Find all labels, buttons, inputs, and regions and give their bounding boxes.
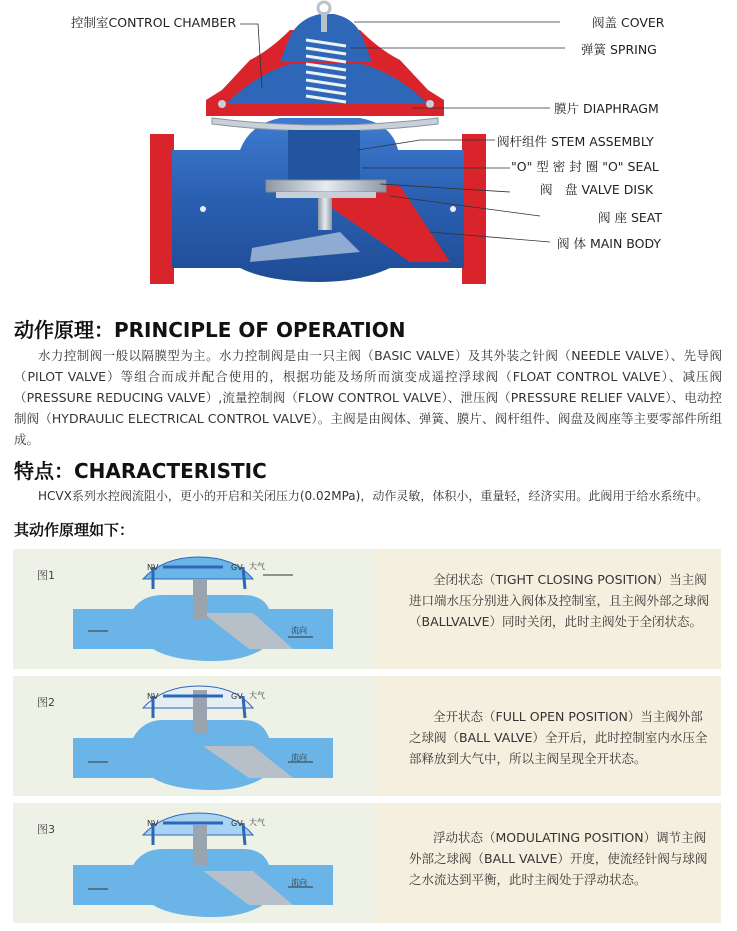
figure-3-text: 浮动状态（MODULATING POSITION）调节主阀外部之球阀（BALL VALVE）开度，使流经针阀与球阀之水流达到平衡，此时主阀处于浮动状态。 xyxy=(409,830,708,887)
figure-2-atm: 大气 xyxy=(249,691,265,700)
right-flange xyxy=(462,134,486,284)
figure-2-text: 全开状态（FULL OPEN POSITION）当主阀外部之球阀（BALL VALVE）全开后，此时控制室内水压全部释放到大气中，所以主阀呈现全开状态。 xyxy=(409,709,708,766)
figure-panel-2 xyxy=(13,676,721,796)
figure-3-flow: 流向 xyxy=(291,878,307,887)
valve-disk xyxy=(266,180,386,192)
label-control-chamber: 控制室CONTROL CHAMBER xyxy=(71,15,237,30)
principle-heading: 动作原理：PRINCIPLE OF OPERATION xyxy=(14,318,406,342)
figure-panel-3 xyxy=(13,803,721,923)
label-cover: 阀盖 COVER xyxy=(592,15,665,30)
characteristic-heading: 特点：CHARACTERISTIC xyxy=(14,459,267,483)
figure-1-gv: GV xyxy=(231,563,243,572)
left-flange xyxy=(150,134,174,284)
label-o-seal: "O" 型 密 封 圈 "O" SEAL xyxy=(511,159,659,174)
figure-3-desc xyxy=(387,803,721,923)
figure-3-atm: 大气 xyxy=(249,818,265,827)
figure-2-label: 图2 xyxy=(37,696,55,709)
operation-heading: 其动作原理如下： xyxy=(14,521,135,539)
figure-1-label: 图1 xyxy=(37,569,55,582)
figure-3-gv: GV xyxy=(231,819,243,828)
figure-1-desc xyxy=(387,549,721,669)
figure-2-flow: 流向 xyxy=(291,753,307,762)
figure-1-text: 全闭状态（TIGHT CLOSING POSITION）当主阀进口端水压分别进入阀体及控制室，且主阀外部之球阀（BALLVALVE）同时关闭，此时主阀处于全闭状态。 xyxy=(409,572,710,629)
label-seat: 阀 座 SEAT xyxy=(598,210,662,225)
label-valve-disk: 阀 盘 VALVE DISK xyxy=(540,182,654,197)
label-main-body: 阀 体 MAIN BODY xyxy=(557,236,662,251)
figure-2-nv: NV xyxy=(147,692,159,701)
figure-1-nv: NV xyxy=(147,563,159,572)
figure-1-flow: 流向 xyxy=(291,626,307,635)
label-diaphragm: 膜片 DIAPHRAGM xyxy=(554,101,659,116)
figure-panel-1 xyxy=(13,549,721,669)
figure-2-desc xyxy=(387,676,721,796)
figure-3-nv: NV xyxy=(147,819,159,828)
figure-1-image xyxy=(13,549,375,669)
figure-2-image xyxy=(13,676,375,796)
figure-3-image xyxy=(13,803,375,923)
figure-3-label: 图3 xyxy=(37,823,55,836)
stem-assembly xyxy=(288,130,360,186)
label-stem-assembly: 阀杆组件 STEM ASSEMBLY xyxy=(497,134,654,149)
characteristic-text: HCVX系列水控阀流阻小，更小的开启和关闭压力(0.02MPa)，动作灵敏，体积小，重量轻，经济实用。此阀用于给水系统中。 xyxy=(38,489,709,503)
label-spring: 弹簧 SPRING xyxy=(581,42,657,57)
figure-2-gv: GV xyxy=(231,692,243,701)
principle-text: 水力控制阀一般以隔膜型为主。水力控制阀是由一只主阀（BASIC VALVE）及其外装之针阀（NEEDLE VALVE）、先导阀（PILOT VALVE）等组合而成并配合使用的，根据功能及场所而演变成遥控浮球阀（FLOAT CONTROL VALVE）、减压阀（PRESSURE REDUCING VALVE）,流量控制阀（FLOW CONTROL VALVE）、泄压阀（PRESSURE RELIEF VALVE）、电动控制阀（HYDRAULIC ELECTRICAL CONTROL VALVE）。主阀是由阀体、弹簧、膜片、阀杆组件、阀盘及阀座等主要零部件所组成。 xyxy=(14,348,722,447)
figure-1-atm: 大气 xyxy=(249,562,265,571)
